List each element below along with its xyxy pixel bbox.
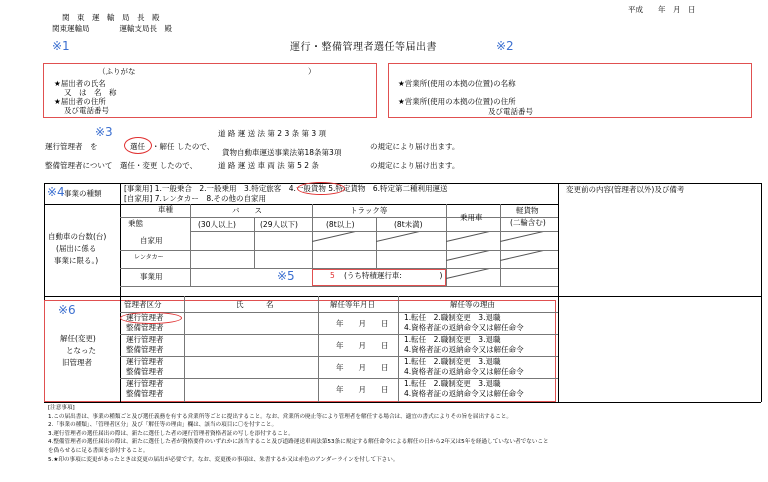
vehicle-count-label3: 事業に限る。): [54, 256, 99, 265]
light-cargo-sub-header: (二輪含む): [510, 218, 546, 227]
manager-kind-mt: 整備管理者: [126, 389, 164, 398]
manager-side-label3: 旧管理者: [62, 358, 92, 367]
business-type-line2: [自家用] 7.レンタカー 8.その他の自家用: [124, 194, 267, 203]
statement-mid: ・解任 したので、: [152, 142, 215, 151]
manager-date: 年 月 日: [336, 385, 389, 394]
furigana-label: （ふりがな ）: [98, 67, 316, 76]
marker-6: ※6: [58, 303, 76, 317]
manager-side-label1: 解任(変更): [60, 334, 96, 343]
marker-4: ※4: [47, 185, 65, 199]
manager-kind-op: 運行管理者: [126, 335, 164, 344]
row-private: 自家用: [140, 236, 163, 245]
business-count-value: 5: [330, 271, 335, 280]
diag-rental-light: [500, 251, 558, 268]
marker-3: ※3: [95, 125, 113, 139]
business-type-label: 事業の種類: [64, 189, 102, 198]
bus-large-header: (30人以上): [198, 220, 236, 229]
manager-kind-op: 運行管理者: [126, 379, 164, 388]
light-cargo-header: 軽貨物: [516, 206, 539, 215]
vehicle-count-label: 自動車の台数(台): [48, 232, 107, 241]
statement-prefix: 運行管理者 を: [45, 142, 98, 151]
note-item: 4.整備管理者の選任届出の際は、新たに選任した者が資格要件のいずれかに該当すること及び道路運送車両法第53条に規定する解任命令による解任の日から2年又は5年を経過していない者でないこと: [48, 439, 549, 446]
note-item: 1.この届出書は、事業の種類ごと及び選任義務を有する営業所等ごとに提出すること。なお、営業所の廃止等により管理者を解任する場合は、適宜の書式によりその旨を届出すること。: [48, 413, 513, 420]
business-type-line1: [事業用] 1.一般乗合 2.一般乗用 3.特定旅客 4.一般貨物 5.特定貨物 6.特定第二種利用運送: [124, 184, 448, 193]
statement-senin: 選任: [130, 142, 145, 151]
truck-header: トラック等: [350, 206, 388, 215]
manager-reason-1: 1.転任 2.職制変更 3.退職: [404, 313, 501, 322]
vehicle-count-label2: (届出に係る: [56, 244, 97, 253]
manager-kind-op: 運行管理者: [126, 313, 164, 322]
manager-reason-1: 1.転任 2.職制変更 3.退職: [404, 335, 501, 344]
statement-line2-suffix: の規定により届け出ます。: [370, 161, 460, 170]
office-address-label: ★営業所(使用の本拠の位置)の住所: [398, 97, 516, 106]
office-box: [388, 63, 752, 118]
statement-suffix: の規定により届け出ます。: [370, 142, 460, 151]
manager-date-header: 解任等年月日: [330, 300, 375, 309]
manager-kind-mt: 整備管理者: [126, 345, 164, 354]
manager-date: 年 月 日: [336, 363, 389, 372]
vehicle-kind-header: 車種: [158, 205, 173, 214]
note-item: を偽らせるに足る書面を添付すること。: [48, 447, 149, 454]
row-business: 事業用: [140, 272, 163, 281]
note-item: 5.★印の事項に変更があったときは変更の届出が必要です。なお、変更後の事項は、朱書するか又は赤色のアンダーラインを付して下さい。: [48, 456, 399, 463]
diag-private-passenger: [446, 232, 500, 250]
diag-private-truck-large: [312, 232, 376, 250]
manager-reason-1: 1.転任 2.職制変更 3.退職: [404, 379, 501, 388]
business-type-circle: [297, 182, 345, 195]
applicant-address-label: ★届出者の住所: [54, 97, 106, 106]
special-transport-label: (うち特積運行車: ): [344, 271, 443, 280]
statement-line2-prefix: 整備管理者について 選任・変更 したので、: [45, 161, 198, 170]
diag-rental-passenger: [446, 251, 500, 268]
marker-1: ※1: [52, 39, 70, 53]
marker-5: ※5: [277, 269, 295, 283]
office-phone-label: 及び電話番号: [488, 107, 533, 116]
note-item: 3.運行管理者の選任届出の際は、新たに選任した者の運行管理者資格者証の写しを添付すること。: [48, 430, 294, 437]
manager-reason-2: 4.資格者証の返納命令又は解任命令: [404, 323, 524, 332]
law-road-transport: 道 路 運 送 法 第 2 3 条 第 3 項: [218, 129, 327, 138]
truck-small-header: (8t未満): [394, 220, 423, 229]
form-title: 運行・整備管理者選任等届出書: [290, 42, 437, 53]
manager-reason-header: 解任等の理由: [450, 300, 495, 309]
note-item: 2.「事業の種類」、「管理者区分」及び「解任等の理由」欄は、該当の項目に〇を付すこと。: [48, 422, 278, 429]
diag-private-light: [500, 232, 558, 250]
applicant-phone-label: 及び電話番号: [64, 106, 109, 115]
manager-date: 年 月 日: [336, 319, 389, 328]
notes: [48, 404, 760, 464]
applicant-name-label2: 又 は 名 称: [64, 88, 117, 97]
manager-date: 年 月 日: [336, 341, 389, 350]
law-cargo: 貨物自動車運送事業法第18条第3項: [222, 148, 342, 157]
addressee-line1: 関 東 運 輸 局 長 殿: [62, 13, 160, 22]
date-line: 平成 年 月 日: [628, 5, 696, 14]
manager-kind-op: 運行管理者: [126, 357, 164, 366]
truck-large-header: (8t以上): [326, 220, 355, 229]
manager-reason-2: 4.資格者証の返納命令又は解任命令: [404, 389, 524, 398]
notes-title: [注意事項]: [48, 405, 75, 411]
addressee-line2: 関東運輸局 運輸支局長 殿: [52, 24, 172, 33]
law-vehicles: 道 路 運 送 車 両 法 第 5 2 条: [218, 161, 319, 170]
vehicle-use-header: 乗態: [128, 219, 143, 228]
manager-kind-mt: 整備管理者: [126, 323, 164, 332]
bus-header: バ ス: [232, 206, 262, 215]
bus-small-header: (29人以下): [260, 220, 298, 229]
applicant-name-label: ★届出者の氏名: [54, 79, 106, 88]
manager-side-label2: となった: [66, 346, 96, 355]
manager-kind-mt: 整備管理者: [126, 367, 164, 376]
diag-business-passenger: [446, 269, 500, 286]
manager-reason-2: 4.資格者証の返納命令又は解任命令: [404, 345, 524, 354]
manager-name-header: 氏 名: [236, 300, 274, 309]
manager-reason-2: 4.資格者証の返納命令又は解任命令: [404, 367, 524, 376]
diag-private-truck-small: [376, 232, 446, 250]
manager-kind-header: 管理者区分: [124, 300, 162, 309]
remarks-label: 変更前の内容(管理者以外)及び備考: [566, 185, 685, 194]
manager-reason-1: 1.転任 2.職制変更 3.退職: [404, 357, 501, 366]
marker-2: ※2: [496, 39, 514, 53]
passenger-car-header: 乗用車: [460, 213, 483, 222]
row-rental: レンタカー: [134, 254, 164, 261]
office-name-label: ★営業所(使用の本拠の位置)の名称: [398, 79, 516, 88]
